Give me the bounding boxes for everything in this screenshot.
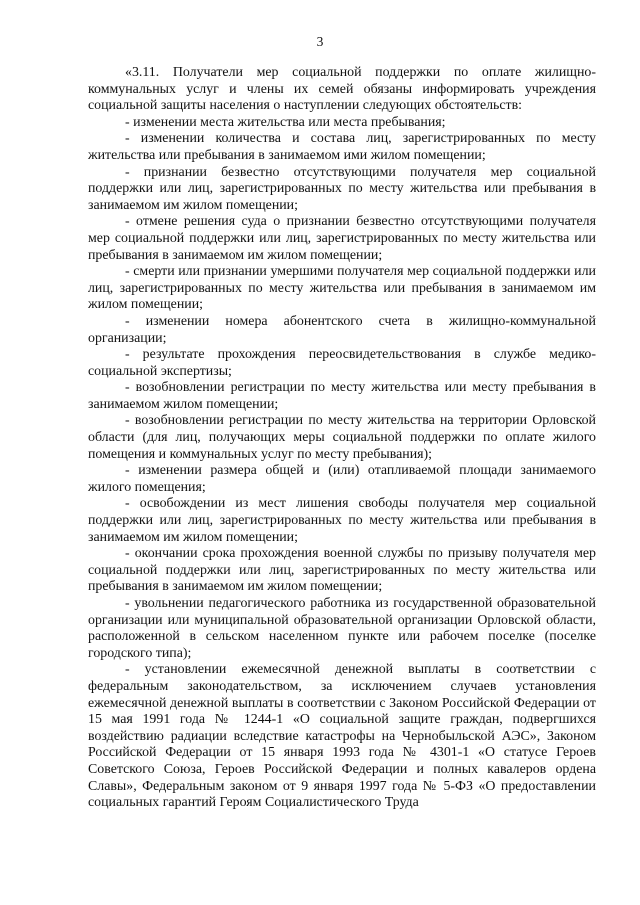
document-body [88, 65, 596, 812]
list-item: - изменении размера общей и (или) отапливаемой площади занимаемого жилого помещения; [88, 463, 596, 495]
list-item: - признании безвестно отсутствующими получателя мер социальной поддержки или лиц, зарегистрированных по месту жительства или пребывания в занимаемом им жилом помещении; [88, 164, 596, 213]
list-item: - возобновлении регистрации по месту жительства на территории Орловской области (для лиц, получающих меры социальной поддержки по оплате жилого помещения и коммунальных услуг по месту пребывания); [88, 413, 596, 462]
list-item: - изменении количества и состава лиц, зарегистрированных по месту жительства или пребывания в занимаемом ими жилом помещении; [88, 131, 596, 163]
list-item: - возобновлении регистрации по месту жительства или месту пребывания в занимаемом жилом помещении; [88, 380, 596, 412]
paragraph-intro: «3.11. Получатели мер социальной поддержки по оплате жилищно-коммунальных услуг и члены их семей обязаны информировать учреждения социальной защиты населения о наступлении следующих обстоятельств: [88, 65, 596, 114]
list-item: - изменении номера абонентского счета в жилищно-коммунальной организации; [88, 313, 596, 346]
list-item: - установлении ежемесячной денежной выплаты в соответствии с федеральным законодательством, за исключением случаев установления ежемесячной денежной выплаты в соответствии с Законом Российской Федерации от 15 мая 1991 года № 1244-1 «О социальной защите граждан, подвергшихся воздействию радиации вследствие катастрофы на Чернобыльской АЭС», Законом Российской Федерации от 15 января 1993 года № 4301-1 «О статусе Героев Советского Союза, Героев Российской Федерации и полных кавалеров ордена Славы», Федеральным законом от 9 января 1997 года № 5-ФЗ «О предоставлении социальных гарантий Героям Социалистического Труда [88, 662, 596, 811]
list-item: - освобождении из мест лишения свободы получателя мер социальной поддержки или лиц, зарегистрированных по месту жительства или пребывания в занимаемом им жилом помещении; [88, 496, 596, 545]
page-number: 3 [316, 34, 324, 49]
list-item: - смерти или признании умершими получателя мер социальной поддержки или лиц, зарегистрированных по месту жительства или пребывания в занимаемом им жилом помещении; [88, 264, 596, 313]
list-item: - изменении места жительства или места пребывания; [125, 114, 446, 130]
list-item: - отмене решения суда о признании безвестно отсутствующими получателя мер социальной поддержки или лиц, зарегистрированных по месту жительства или пребывания в занимаемом им жилом помещении; [88, 214, 596, 263]
list-item: - результате прохождения переосвидетельствования в службе медико-социальной экспертизы; [88, 347, 596, 379]
list-item: - окончании срока прохождения военной службы по призыву получателя мер социальной поддержки или лиц, зарегистрированных по месту жительства или пребывания в занимаемом им жилом помещении; [88, 546, 596, 595]
list-item: - увольнении педагогического работника из государственной образовательной организации или муниципальной образовательной организации Орловской области, расположенной в сельском населенном пункте или рабочем поселке (поселке городского типа); [88, 596, 596, 661]
